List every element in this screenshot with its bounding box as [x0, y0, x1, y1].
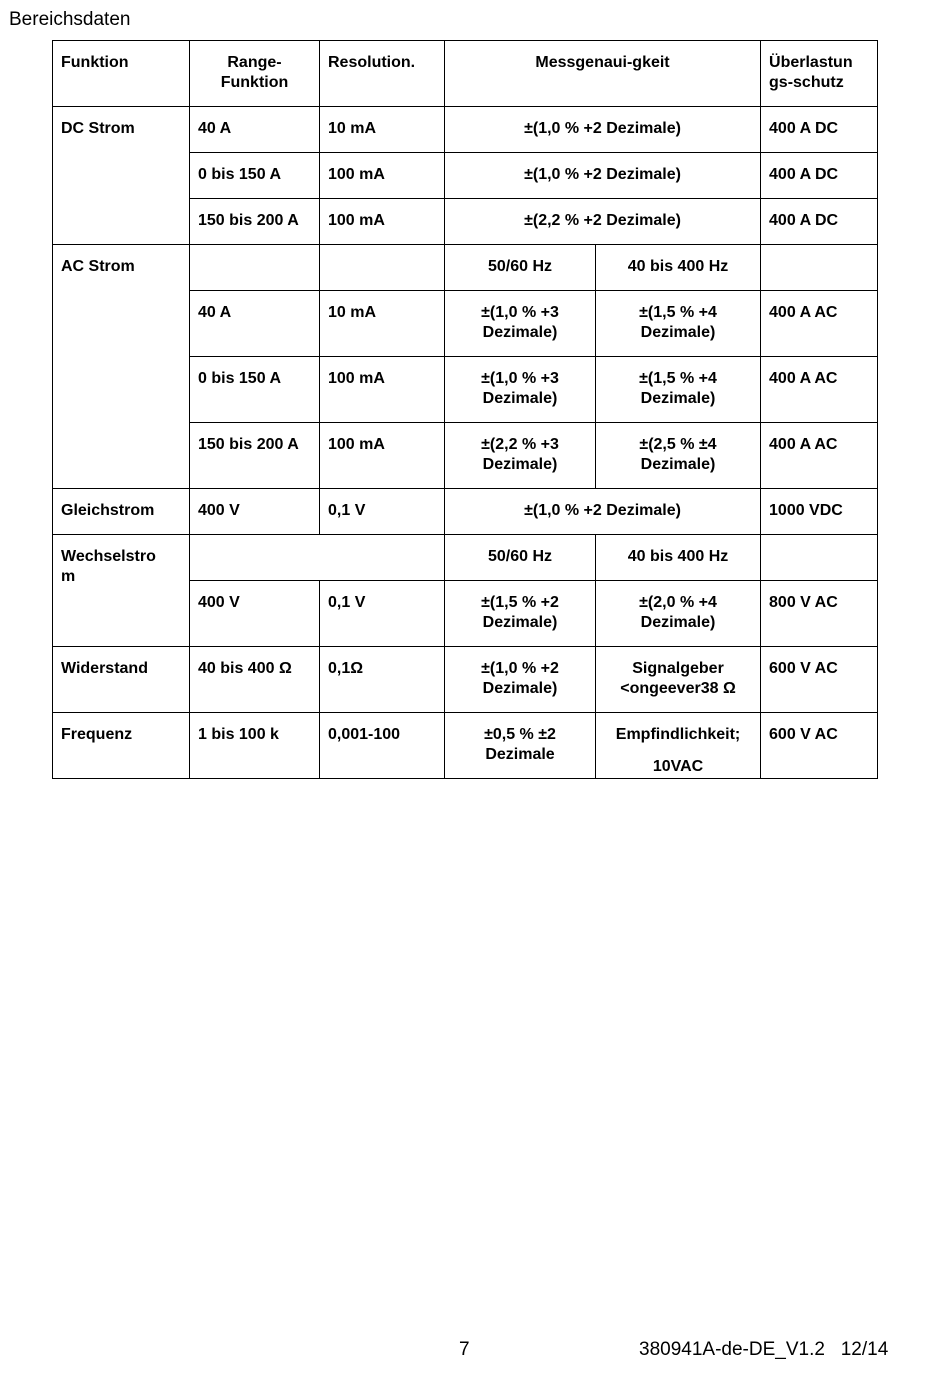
freq-40-400-cell: 40 bis 400 Hz: [596, 535, 761, 581]
overload-cell: 400 A AC: [761, 291, 878, 357]
header-accuracy: Messgenaui-gkeit: [445, 41, 761, 107]
empty-cell: [761, 245, 878, 291]
accuracy-cell: ±0,5 % ±2 Dezimale: [445, 713, 596, 779]
table-row: [53, 489, 878, 535]
table-row: [53, 107, 878, 153]
range-cell: 1 bis 100 k: [190, 713, 320, 779]
table-row: [53, 713, 878, 779]
resolution-cell: 100 mA: [320, 199, 445, 245]
empty-cell: [190, 535, 445, 581]
range-cell: 0 bis 150 A: [190, 153, 320, 199]
empty-cell: [320, 245, 445, 291]
range-cell: 150 bis 200 A: [190, 199, 320, 245]
function-frequenz: Frequenz: [53, 713, 190, 779]
overload-cell: 400 A AC: [761, 357, 878, 423]
range-cell: 40 A: [190, 291, 320, 357]
resolution-cell: 100 mA: [320, 357, 445, 423]
header-range-funktion: Range-Funktion: [190, 41, 320, 107]
accuracy-40-400-cell: ±(1,5 % +4 Dezimale): [596, 291, 761, 357]
table-row: [53, 647, 878, 713]
freq-50-60-cell: 50/60 Hz: [445, 245, 596, 291]
resolution-cell: 10 mA: [320, 291, 445, 357]
resolution-cell: 0,1 V: [320, 489, 445, 535]
overload-cell: 400 A DC: [761, 199, 878, 245]
overload-cell: 400 A DC: [761, 153, 878, 199]
range-cell: 0 bis 150 A: [190, 357, 320, 423]
accuracy-40-400-cell: ±(2,0 % +4 Dezimale): [596, 581, 761, 647]
overload-cell: 1000 VDC: [761, 489, 878, 535]
accuracy-cell: ±(1,0 % +2 Dezimale): [445, 107, 761, 153]
function-wechselstrom: Wechselstro m: [53, 535, 190, 647]
accuracy-cell: ±(1,0 % +2 Dezimale): [445, 489, 761, 535]
table-row: [53, 245, 878, 291]
freq-40-400-cell: 40 bis 400 Hz: [596, 245, 761, 291]
overload-cell: 800 V AC: [761, 581, 878, 647]
resolution-cell: 10 mA: [320, 107, 445, 153]
header-funktion: Funktion: [53, 41, 190, 107]
resolution-cell: 0,1 V: [320, 581, 445, 647]
accuracy-50-60-cell: ±(1,0 % +3 Dezimale): [445, 357, 596, 423]
function-widerstand: Widerstand: [53, 647, 190, 713]
accuracy-40-400-cell: ±(2,5 % ±4 Dezimale): [596, 423, 761, 489]
overload-cell: 400 A DC: [761, 107, 878, 153]
freq-50-60-cell: 50/60 Hz: [445, 535, 596, 581]
range-data-table: [52, 40, 878, 779]
sensitivity-cell: Empfindlichkeit; 10VAC: [596, 713, 761, 779]
page-number: 7: [459, 1339, 470, 1360]
overload-cell: 600 V AC: [761, 647, 878, 713]
section-title: Bereichsdaten: [9, 9, 131, 30]
document-id: 380941A-de-DE_V1.2 12/14: [639, 1339, 889, 1360]
range-cell: 40 bis 400 Ω: [190, 647, 320, 713]
header-row: [53, 41, 878, 107]
accuracy-50-60-cell: ±(1,5 % +2 Dezimale): [445, 581, 596, 647]
header-overload: Überlastun gs-schutz: [761, 41, 878, 107]
resolution-cell: 0,1Ω: [320, 647, 445, 713]
accuracy-cell: ±(1,0 % +2 Dezimale): [445, 647, 596, 713]
resolution-cell: 0,001-100: [320, 713, 445, 779]
accuracy-cell: ±(1,0 % +2 Dezimale): [445, 153, 761, 199]
resolution-cell: 100 mA: [320, 153, 445, 199]
range-cell: 400 V: [190, 489, 320, 535]
range-cell: 150 bis 200 A: [190, 423, 320, 489]
accuracy-40-400-cell: ±(1,5 % +4 Dezimale): [596, 357, 761, 423]
range-cell: 400 V: [190, 581, 320, 647]
range-cell: 40 A: [190, 107, 320, 153]
function-dc-strom: DC Strom: [53, 107, 190, 245]
resolution-cell: 100 mA: [320, 423, 445, 489]
empty-cell: [761, 535, 878, 581]
empty-cell: [190, 245, 320, 291]
signal-cell: Signalgeber <ongeever38 Ω: [596, 647, 761, 713]
function-ac-strom: AC Strom: [53, 245, 190, 489]
overload-cell: 600 V AC: [761, 713, 878, 779]
accuracy-50-60-cell: ±(2,2 % +3 Dezimale): [445, 423, 596, 489]
overload-cell: 400 A AC: [761, 423, 878, 489]
accuracy-50-60-cell: ±(1,0 % +3 Dezimale): [445, 291, 596, 357]
header-resolution: Resolution.: [320, 41, 445, 107]
accuracy-cell: ±(2,2 % +2 Dezimale): [445, 199, 761, 245]
table-row: [53, 535, 878, 581]
function-gleichstrom: Gleichstrom: [53, 489, 190, 535]
